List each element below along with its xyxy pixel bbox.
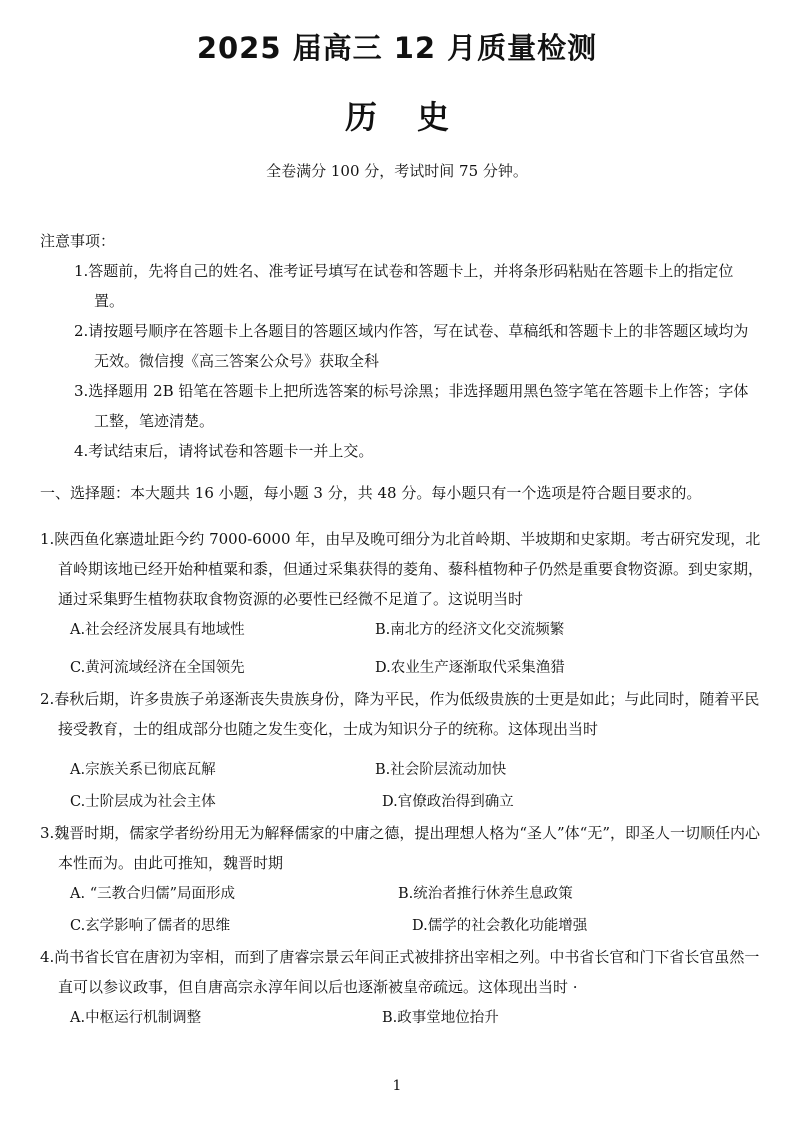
question-stem: 1.陕西鱼化寨遗址距今约 7000-6000 年，由早及晚可细分为北首岭期、半坡期和史家期。考古研究发现，北首岭期该地已经开始种植粟和黍，但通过采集获得的菱角、藜科植物种子仍然是重要食物资源。到史家期，通过采集野生植物获取食物资源的必要性已经微不足道了。这说明当时 [40,530,764,608]
question-2 [40,684,770,818]
option-row [40,878,770,910]
option-a: A. “三教合归儒”局面形成 [70,886,236,902]
option-row [40,614,770,646]
option-a: A.社会经济发展具有地域性 [70,622,245,638]
option-a: A.宗族关系已彻底瓦解 [70,762,216,778]
option-c: C.黄河流域经济在全国领先 [70,660,245,676]
exam-info: 全卷满分 100 分，考试时间 75 分钟。 [266,162,528,180]
notice-section [40,226,760,466]
option-row [40,754,770,786]
notice-item: 4.考试结束后，请将试卷和答题卡一并上交。 [74,442,374,460]
question-list [40,524,770,1034]
notice-heading: 注意事项： [40,232,116,250]
question-1 [40,524,770,684]
option-row [40,652,770,684]
notice-item: 1.答题前，先将自己的姓名、准考证号填写在试卷和答题卡上，并将条形码粘贴在答题卡上的指定位置。 [74,262,734,310]
question-stem: 2.春秋后期，许多贵族子弟逐渐丧失贵族身份，降为平民，作为低级贵族的士更是如此；与此同时，随着平民接受教育，士的组成部分也随之发生变化，士成为知识分子的统称。这体现出当时 [40,690,760,738]
notice-item: 2.请按题号顺序在答题卡上各题目的答题区域内作答，写在试卷、草稿纸和答题卡上的非答题区域均为无效。微信搜《高三答案公众号》获取全科 [74,322,749,370]
option-d: D.儒学的社会教化功能增强 [412,918,588,934]
option-b: B.南北方的经济文化交流频繁 [375,622,565,638]
option-c: C.玄学影响了儒者的思维 [70,918,231,934]
subject-title: 历史 [344,98,489,136]
question-stem: 3.魏晋时期，儒家学者纷纷用无为解释儒家的中庸之德，提出理想人格为“圣人”体“无”，即圣人一切顺任内心本性而为。由此可推知，魏晋时期 [40,824,760,872]
option-row [40,1002,770,1034]
option-row [40,786,770,818]
option-row [40,910,770,942]
question-4 [40,942,770,1034]
option-d: D.农业生产逐渐取代采集渔猎 [375,660,565,676]
notice-item: 3.选择题用 2B 铅笔在答题卡上把所选答案的标号涂黑；非选择题用黑色签字笔在答题卡上作答；字体工整，笔迹清楚。 [74,382,749,430]
option-d: D.官僚政治得到确立 [382,794,514,810]
question-stem: 4.尚书省长官在唐初为宰相，而到了唐睿宗景云年间正式被排挤出宰相之列。中书省长官和门下省长官虽然一直可以参议政事，但自唐高宗永淳年间以后也逐渐被皇帝疏远。这体现出当时 · [40,948,760,996]
question-3 [40,818,770,942]
exam-title: 2025 届高三 12 月质量检测 [196,31,598,65]
page-number: 1 [392,1078,402,1094]
section-heading: 一、选择题：本大题共 16 小题，每小题 3 分，共 48 分。每小题只有一个选项是符合题目要求的。 [40,484,702,502]
option-b: B.政事堂地位抬升 [382,1010,499,1026]
option-c: C.士阶层成为社会主体 [70,794,216,810]
option-b: B.统治者推行休养生息政策 [398,886,573,902]
option-b: B.社会阶层流动加快 [375,762,507,778]
option-a: A.中枢运行机制调整 [70,1010,202,1026]
